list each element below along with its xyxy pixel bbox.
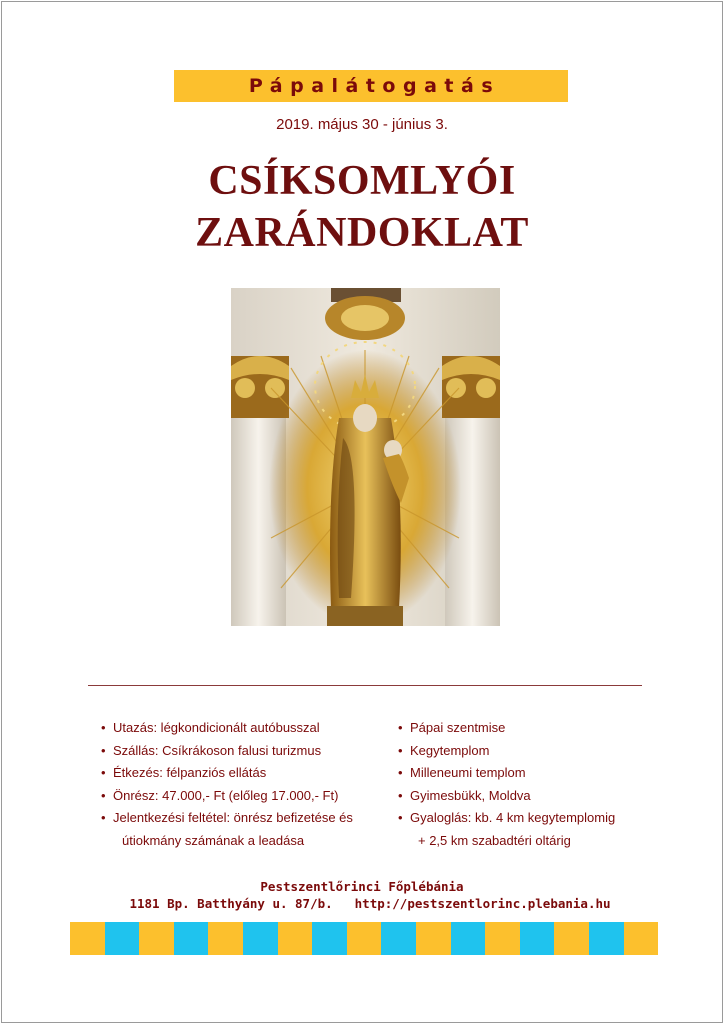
list-item xyxy=(398,807,615,830)
list-item-text: Gyaloglás: kb. 4 km kegytemplomig xyxy=(410,810,616,825)
headline-line-1: CSÍKSOMLYÓI xyxy=(208,158,516,204)
bullet-icon: • xyxy=(101,742,106,758)
list-item-text: Pápai szentmise xyxy=(410,720,506,735)
organizer-contact xyxy=(8,896,724,911)
list-item xyxy=(101,785,353,808)
list-item xyxy=(101,717,353,740)
bullet-icon: • xyxy=(101,787,106,803)
headline-line-2: ZARÁNDOKLAT xyxy=(195,210,529,256)
bullet-icon: • xyxy=(398,720,403,735)
banner-text: Pápalátogatás xyxy=(248,75,501,97)
stripe-block xyxy=(381,922,416,955)
trip-details-list xyxy=(101,717,353,852)
stripe-block xyxy=(624,922,659,955)
stripe-block xyxy=(485,922,520,955)
bullet-icon: • xyxy=(398,787,403,803)
list-item xyxy=(398,717,615,740)
stripe-block xyxy=(139,922,174,955)
madonna-photo xyxy=(231,288,500,626)
list-item-text: Utazás: légkondicionált autóbusszal xyxy=(113,720,320,735)
bullet-icon: • xyxy=(101,720,106,735)
stripe-block xyxy=(520,922,555,955)
program-list xyxy=(398,717,615,852)
stripe-block xyxy=(70,922,105,955)
bullet-icon: • xyxy=(398,742,403,758)
stripe-block xyxy=(589,922,624,955)
list-item-text: Gyimesbükk, Moldva xyxy=(410,787,531,803)
list-item-continuation xyxy=(101,830,353,853)
bullet-icon: • xyxy=(101,810,106,825)
event-dates: 2019. május 30 - június 3. xyxy=(276,116,448,133)
list-item xyxy=(398,740,615,763)
list-item xyxy=(101,762,353,785)
stripe-block xyxy=(312,922,347,955)
organizer-name: Pestszentlőrinci Főplébánia xyxy=(260,879,464,894)
stripe-block xyxy=(208,922,243,955)
stripe-block xyxy=(554,922,589,955)
bullet-icon: • xyxy=(101,765,106,780)
list-item-text: Jelentkezési feltétel: önrész befizetése és xyxy=(113,810,353,825)
stripe-block xyxy=(105,922,140,955)
stripe-block xyxy=(451,922,486,955)
stripe-block xyxy=(174,922,209,955)
list-item-text: Milleneumi templom xyxy=(410,765,526,780)
section-divider xyxy=(88,685,642,686)
list-item xyxy=(398,762,615,785)
title-banner xyxy=(174,70,568,102)
organizer-address: 1181 Bp. Batthyány u. 87/b. xyxy=(129,896,333,911)
organizer-url-link[interactable]: http://pestszentlorinc.plebania.hu xyxy=(354,896,611,911)
list-item-text: útiokmány számának a leadása xyxy=(122,832,305,848)
list-item-continuation xyxy=(398,830,615,853)
list-item xyxy=(398,785,615,808)
stripe-block xyxy=(278,922,313,955)
list-item-text: Szállás: Csíkrákoson falusi turizmus xyxy=(113,742,322,758)
list-item-text: Kegytemplom xyxy=(410,742,490,758)
list-item-text: Étkezés: félpanziós ellátás xyxy=(113,765,267,780)
stripe-block xyxy=(416,922,451,955)
list-item-text: Önrész: 47.000,- Ft (előleg 17.000,- Ft) xyxy=(113,787,339,803)
decorative-stripe xyxy=(70,922,658,955)
list-item-text: + 2,5 km szabadtéri oltárig xyxy=(418,832,571,848)
list-item xyxy=(101,807,353,830)
list-item xyxy=(101,740,353,763)
stripe-block xyxy=(243,922,278,955)
bullet-icon: • xyxy=(398,765,403,780)
bullet-icon: • xyxy=(398,810,403,825)
stripe-block xyxy=(347,922,382,955)
